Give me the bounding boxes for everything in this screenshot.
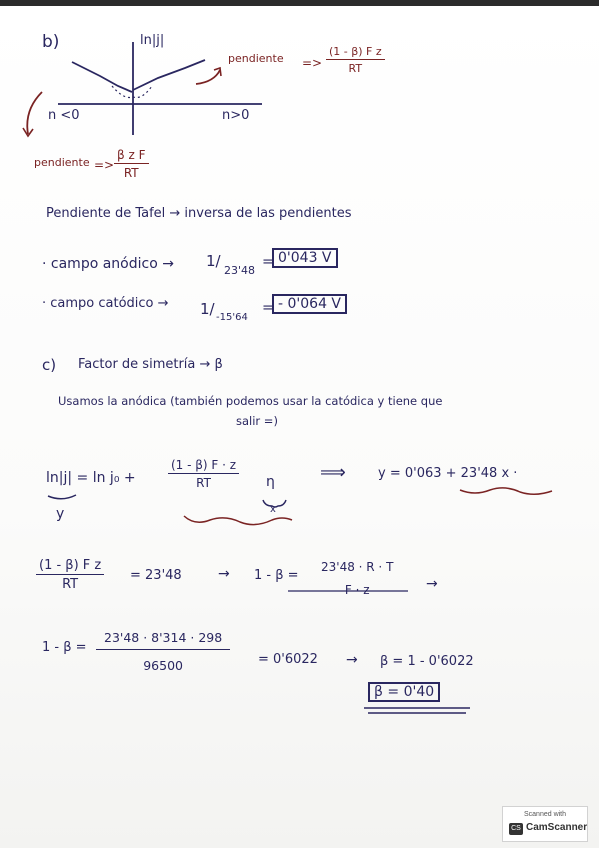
eq1-arrow: ⟹ <box>320 462 346 483</box>
slope-right-numerator: (1 - β) F z <box>326 45 385 60</box>
eq3-fraction <box>96 630 230 673</box>
eq3-arrow: → <box>346 652 358 668</box>
slope-right-label: pendiente <box>228 52 284 65</box>
eq1-left: ln|j| = ln j₀ + <box>46 470 136 486</box>
eq1-x: x <box>270 504 276 515</box>
cathodic-label: · campo catódico → <box>42 296 169 311</box>
stamp-scanned-with: Scanned with <box>523 811 567 818</box>
slope-right-fraction <box>326 45 385 75</box>
axis-y-label: ln|j| <box>140 33 165 48</box>
wavy-underline-fraction <box>184 516 292 525</box>
eq2-fraction <box>36 558 104 592</box>
slope-left-numerator: β z F <box>114 148 149 164</box>
eq2-equals: = 23'48 <box>130 568 182 583</box>
slope-right-denominator: RT <box>348 62 363 75</box>
slope-left-label: pendiente <box>34 156 90 169</box>
eq1-fraction-denominator: RT <box>196 476 211 490</box>
anodic-expr-den: 23'48 <box>224 264 256 277</box>
section-c-label: c) <box>42 356 57 374</box>
tafel-heading: Pendiente de Tafel → inversa de las pendientes <box>46 206 352 221</box>
slope-arrow-right <box>196 70 220 84</box>
cathodic-expr-num: 1/ <box>200 300 215 318</box>
eq1-fraction-numerator: (1 - β) F · z <box>168 458 239 474</box>
final-answer-box: β = 0'40 <box>368 682 440 702</box>
section-c-text-line2: salir =) <box>236 414 278 428</box>
cathodic-equals: = <box>262 300 274 316</box>
stamp-camscanner: CamScanner <box>526 822 588 833</box>
cathodic-result-box: - 0'064 V <box>272 294 347 314</box>
eq2-rhs-fraction <box>318 560 396 597</box>
slope-arrow-left <box>27 92 42 134</box>
eq1-eta: η <box>266 474 275 490</box>
camscanner-logo-icon: CS <box>509 823 523 835</box>
eq3-denominator: 96500 <box>143 658 183 673</box>
eq2-arrow: → <box>218 566 230 582</box>
slope-right-arrow: => <box>302 56 323 70</box>
section-b-label: b) <box>42 32 60 52</box>
eq2-fraction-numerator: (1 - β) F z <box>36 558 104 575</box>
axis-negative-label: n <0 <box>48 108 80 123</box>
eq3-beta: β = 1 - 0'6022 <box>380 654 474 669</box>
wavy-underline-slope <box>460 488 552 494</box>
eq2-fraction-denominator: RT <box>62 577 79 592</box>
eq2-lhs: 1 - β = <box>254 568 299 583</box>
slope-left-fraction <box>114 148 149 180</box>
eq2-rhs-denominator: F · z <box>344 583 370 597</box>
camscanner-stamp <box>502 806 588 842</box>
eq3-numerator: 23'48 · 8'314 · 298 <box>96 630 230 650</box>
slope-left-denominator: RT <box>123 166 139 180</box>
section-c-title: Factor de simetría → β <box>78 357 223 372</box>
eq1-result: y = 0'063 + 23'48 x · <box>378 466 518 481</box>
eq2-rhs-numerator: 23'48 · R · T <box>321 560 394 574</box>
slope-left-arrow: => <box>94 158 115 172</box>
axis-positive-label: n>0 <box>222 108 250 123</box>
underline-lnj <box>48 495 76 499</box>
anodic-branch <box>133 60 205 90</box>
cathodic-expr-den: -15'64 <box>216 312 248 323</box>
eq1-fraction <box>168 458 239 490</box>
anodic-result-box: 0'043 V <box>272 248 338 268</box>
section-c-text-line1: Usamos la anódica (también podemos usar la catódica y tiene que <box>58 394 443 408</box>
anodic-expr-num: 1/ <box>206 252 221 270</box>
anodic-label: · campo anódico → <box>42 256 174 272</box>
cathodic-branch <box>72 62 132 92</box>
eq3-lhs: 1 - β = <box>42 640 87 655</box>
eq2-arrow2: → <box>426 576 438 592</box>
eq3-result: = 0'6022 <box>258 652 318 667</box>
eq1-y: y <box>56 506 65 522</box>
anodic-equals: = <box>262 254 274 270</box>
